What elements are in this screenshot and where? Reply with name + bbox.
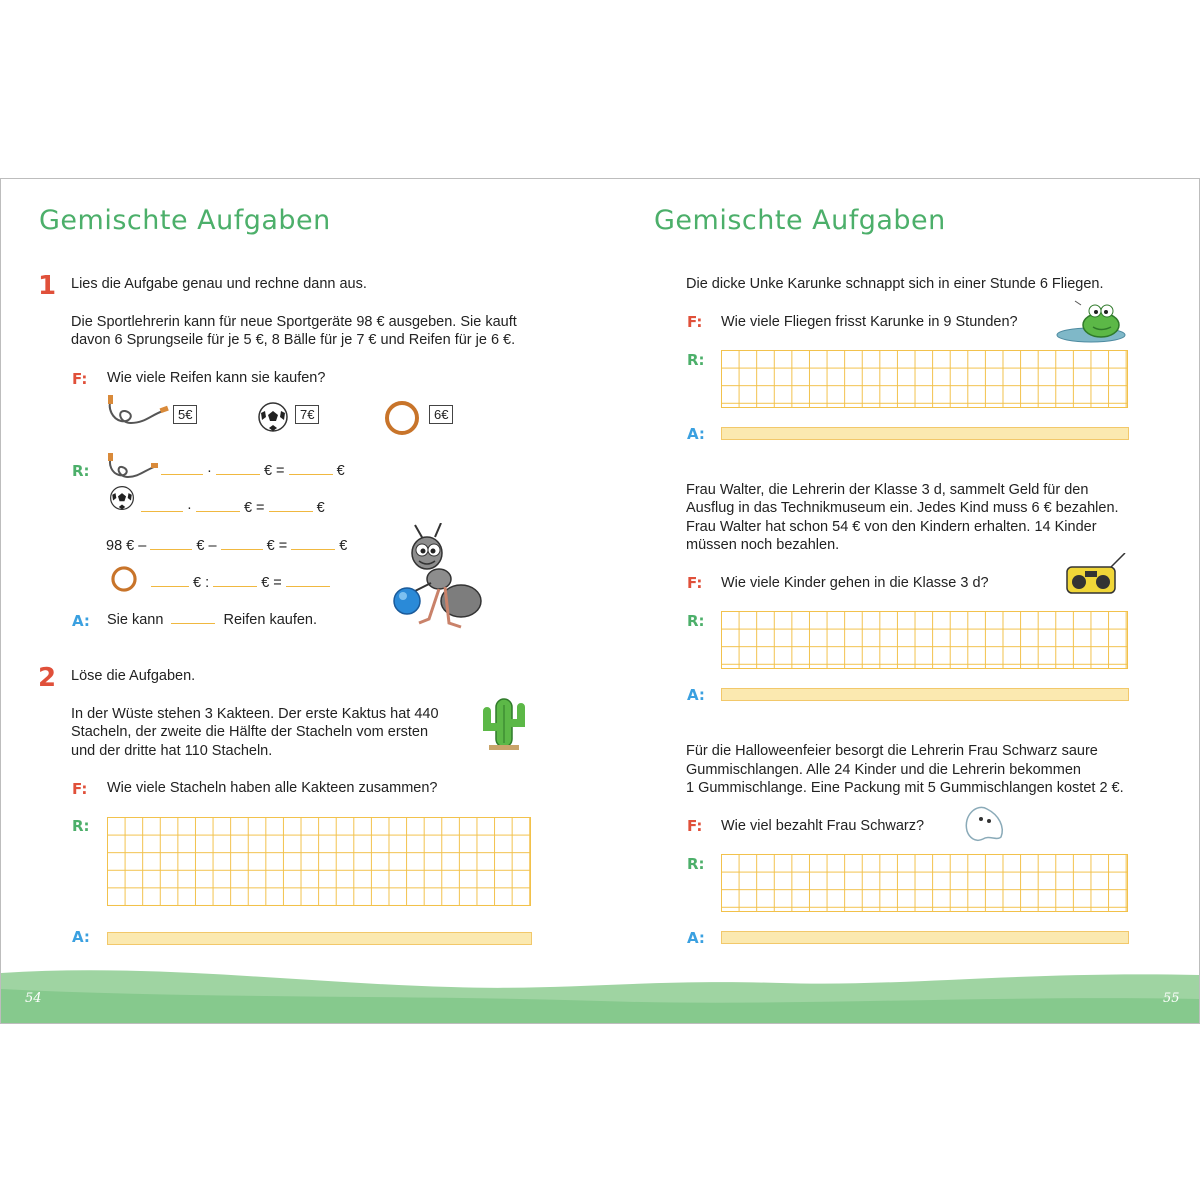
euro-equals: € = <box>266 538 288 554</box>
task2-a-label: A: <box>72 928 90 946</box>
task2-text-line3: und der dritte hat 110 Stacheln. <box>71 743 273 759</box>
blank[interactable] <box>196 499 240 512</box>
hoop-ring-icon <box>383 399 421 437</box>
soccer-ball-icon <box>109 485 135 511</box>
task1-text-line1: Die Sportlehrerin kann für neue Sportgeräte 98 € ausgeben. Sie kauft <box>71 314 517 330</box>
calc-line-remaining <box>106 537 347 556</box>
soccer-ball-icon <box>257 401 289 433</box>
hoop-ring-icon <box>106 564 142 594</box>
calc-start: 98 € – <box>106 538 147 554</box>
answer-bar-task4[interactable] <box>721 688 1129 701</box>
blank[interactable] <box>150 537 192 550</box>
page-number-left: 54 <box>25 991 42 1006</box>
task5-question: Wie viel bezahlt Frau Schwarz? <box>721 818 925 834</box>
op-multiply: · <box>187 500 192 516</box>
task5-a-label: A: <box>687 929 705 947</box>
blank[interactable] <box>269 499 313 512</box>
task5-text-line3: 1 Gummischlange. Eine Packung mit 5 Gummischlangen kostet 2 €. <box>686 780 1124 796</box>
euro-equals: € = <box>263 463 285 479</box>
price-tag-rope: 5€ <box>173 405 197 424</box>
blank[interactable] <box>141 499 183 512</box>
task5-text-line1: Für die Halloweenfeier besorgt die Lehrerin Frau Schwarz saure <box>686 743 1098 759</box>
radio-icon <box>1065 553 1129 597</box>
task1-text-line2: davon 6 Sprungseile für je 5 €, 8 Bälle für je 7 € und Reifen für je 6 €. <box>71 332 516 348</box>
task1-r-label: R: <box>72 462 90 480</box>
task3-a-label: A: <box>687 425 705 443</box>
euro-sign: € <box>339 538 348 554</box>
calc-grid-task3[interactable] <box>721 350 1128 408</box>
footer-wave <box>1 965 1199 1023</box>
page-title-left: Gemischte Aufgaben <box>39 205 331 236</box>
jump-rope-icon <box>106 453 158 481</box>
answer-post: Reifen kaufen. <box>223 612 318 628</box>
ghost-icon <box>959 801 1009 845</box>
task4-text-line4: müssen noch bezahlen. <box>686 537 840 553</box>
task5-r-label: R: <box>687 855 705 873</box>
price-tag-ball: 7€ <box>295 405 319 424</box>
answer-blank[interactable] <box>171 611 215 624</box>
blank[interactable] <box>151 574 189 587</box>
answer-bar-task5[interactable] <box>721 931 1129 944</box>
task2-f-label: F: <box>72 780 88 798</box>
euro-equals: € = <box>261 575 282 591</box>
calc-line-rope <box>161 462 345 481</box>
task1-a-label: A: <box>72 612 90 630</box>
task3-r-label: R: <box>687 351 705 369</box>
calc-line-hoop <box>151 574 330 593</box>
blank[interactable] <box>289 462 333 475</box>
task1-f-label: F: <box>72 370 88 388</box>
calc-grid-task2[interactable] <box>107 817 531 906</box>
calc-line-ball <box>141 499 325 518</box>
task2-question: Wie viele Stacheln haben alle Kakteen zusammen? <box>107 780 438 796</box>
cactus-icon <box>481 693 527 751</box>
blank[interactable] <box>221 537 263 550</box>
task5-text-line2: Gummischlangen. Alle 24 Kinder und die Lehrerin bekommen <box>686 762 1081 778</box>
task4-a-label: A: <box>687 686 705 704</box>
ant-mascot-icon <box>389 523 489 633</box>
task4-text-line1: Frau Walter, die Lehrerin der Klasse 3 d, sammelt Geld für den <box>686 482 1089 498</box>
task5-f-label: F: <box>687 817 703 835</box>
task2-text-line2: Stacheln, der zweite die Hälfte der Stacheln vom ersten <box>71 724 429 740</box>
task2-text-line1: In der Wüste stehen 3 Kakteen. Der erste Kaktus hat 440 <box>71 706 439 722</box>
task3-text-line1: Die dicke Unke Karunke schnappt sich in einer Stunde 6 Fliegen. <box>686 276 1104 292</box>
task-number-1: 1 <box>38 271 57 301</box>
task2-r-label: R: <box>72 817 90 835</box>
euro-equals: € = <box>243 500 265 516</box>
euro-sign: € <box>336 463 345 479</box>
answer-pre: Sie kann <box>107 612 164 628</box>
page-number-right: 55 <box>1163 991 1180 1006</box>
task1-instruction: Lies die Aufgabe genau und rechne dann aus. <box>71 276 367 292</box>
task1-question: Wie viele Reifen kann sie kaufen? <box>107 370 326 386</box>
jump-rope-icon <box>105 395 169 429</box>
task-number-2: 2 <box>38 663 57 693</box>
blank[interactable] <box>216 462 260 475</box>
task2-instruction: Löse die Aufgaben. <box>71 668 196 684</box>
calc-grid-task4[interactable] <box>721 611 1128 669</box>
task4-r-label: R: <box>687 612 705 630</box>
task3-question: Wie viele Fliegen frisst Karunke in 9 Stunden? <box>721 314 1018 330</box>
blank[interactable] <box>161 462 203 475</box>
blank[interactable] <box>213 574 257 587</box>
calc-grid-task5[interactable] <box>721 854 1128 912</box>
page-title-right: Gemischte Aufgaben <box>654 205 946 236</box>
answer-bar-task2[interactable] <box>107 932 532 945</box>
price-tag-hoop: 6€ <box>429 405 453 424</box>
blank[interactable] <box>286 574 330 587</box>
task4-text-line2: Ausflug in das Technikmuseum ein. Jedes Kind muss 6 € bezahlen. <box>686 500 1119 516</box>
book-spread <box>0 178 1200 1024</box>
task3-f-label: F: <box>687 313 703 331</box>
euro-minus: € – <box>196 538 217 554</box>
answer-bar-task3[interactable] <box>721 427 1129 440</box>
blank[interactable] <box>291 537 335 550</box>
frog-icon <box>1055 297 1129 343</box>
task4-f-label: F: <box>687 574 703 592</box>
task4-question: Wie viele Kinder gehen in die Klasse 3 d? <box>721 575 989 591</box>
op-divide: € : <box>193 575 210 591</box>
task1-answer-line <box>107 611 317 630</box>
euro-sign: € <box>316 500 325 516</box>
op-multiply: · <box>207 463 212 479</box>
task4-text-line3: Frau Walter hat schon 54 € von den Kindern erhalten. 14 Kinder <box>686 519 1097 535</box>
